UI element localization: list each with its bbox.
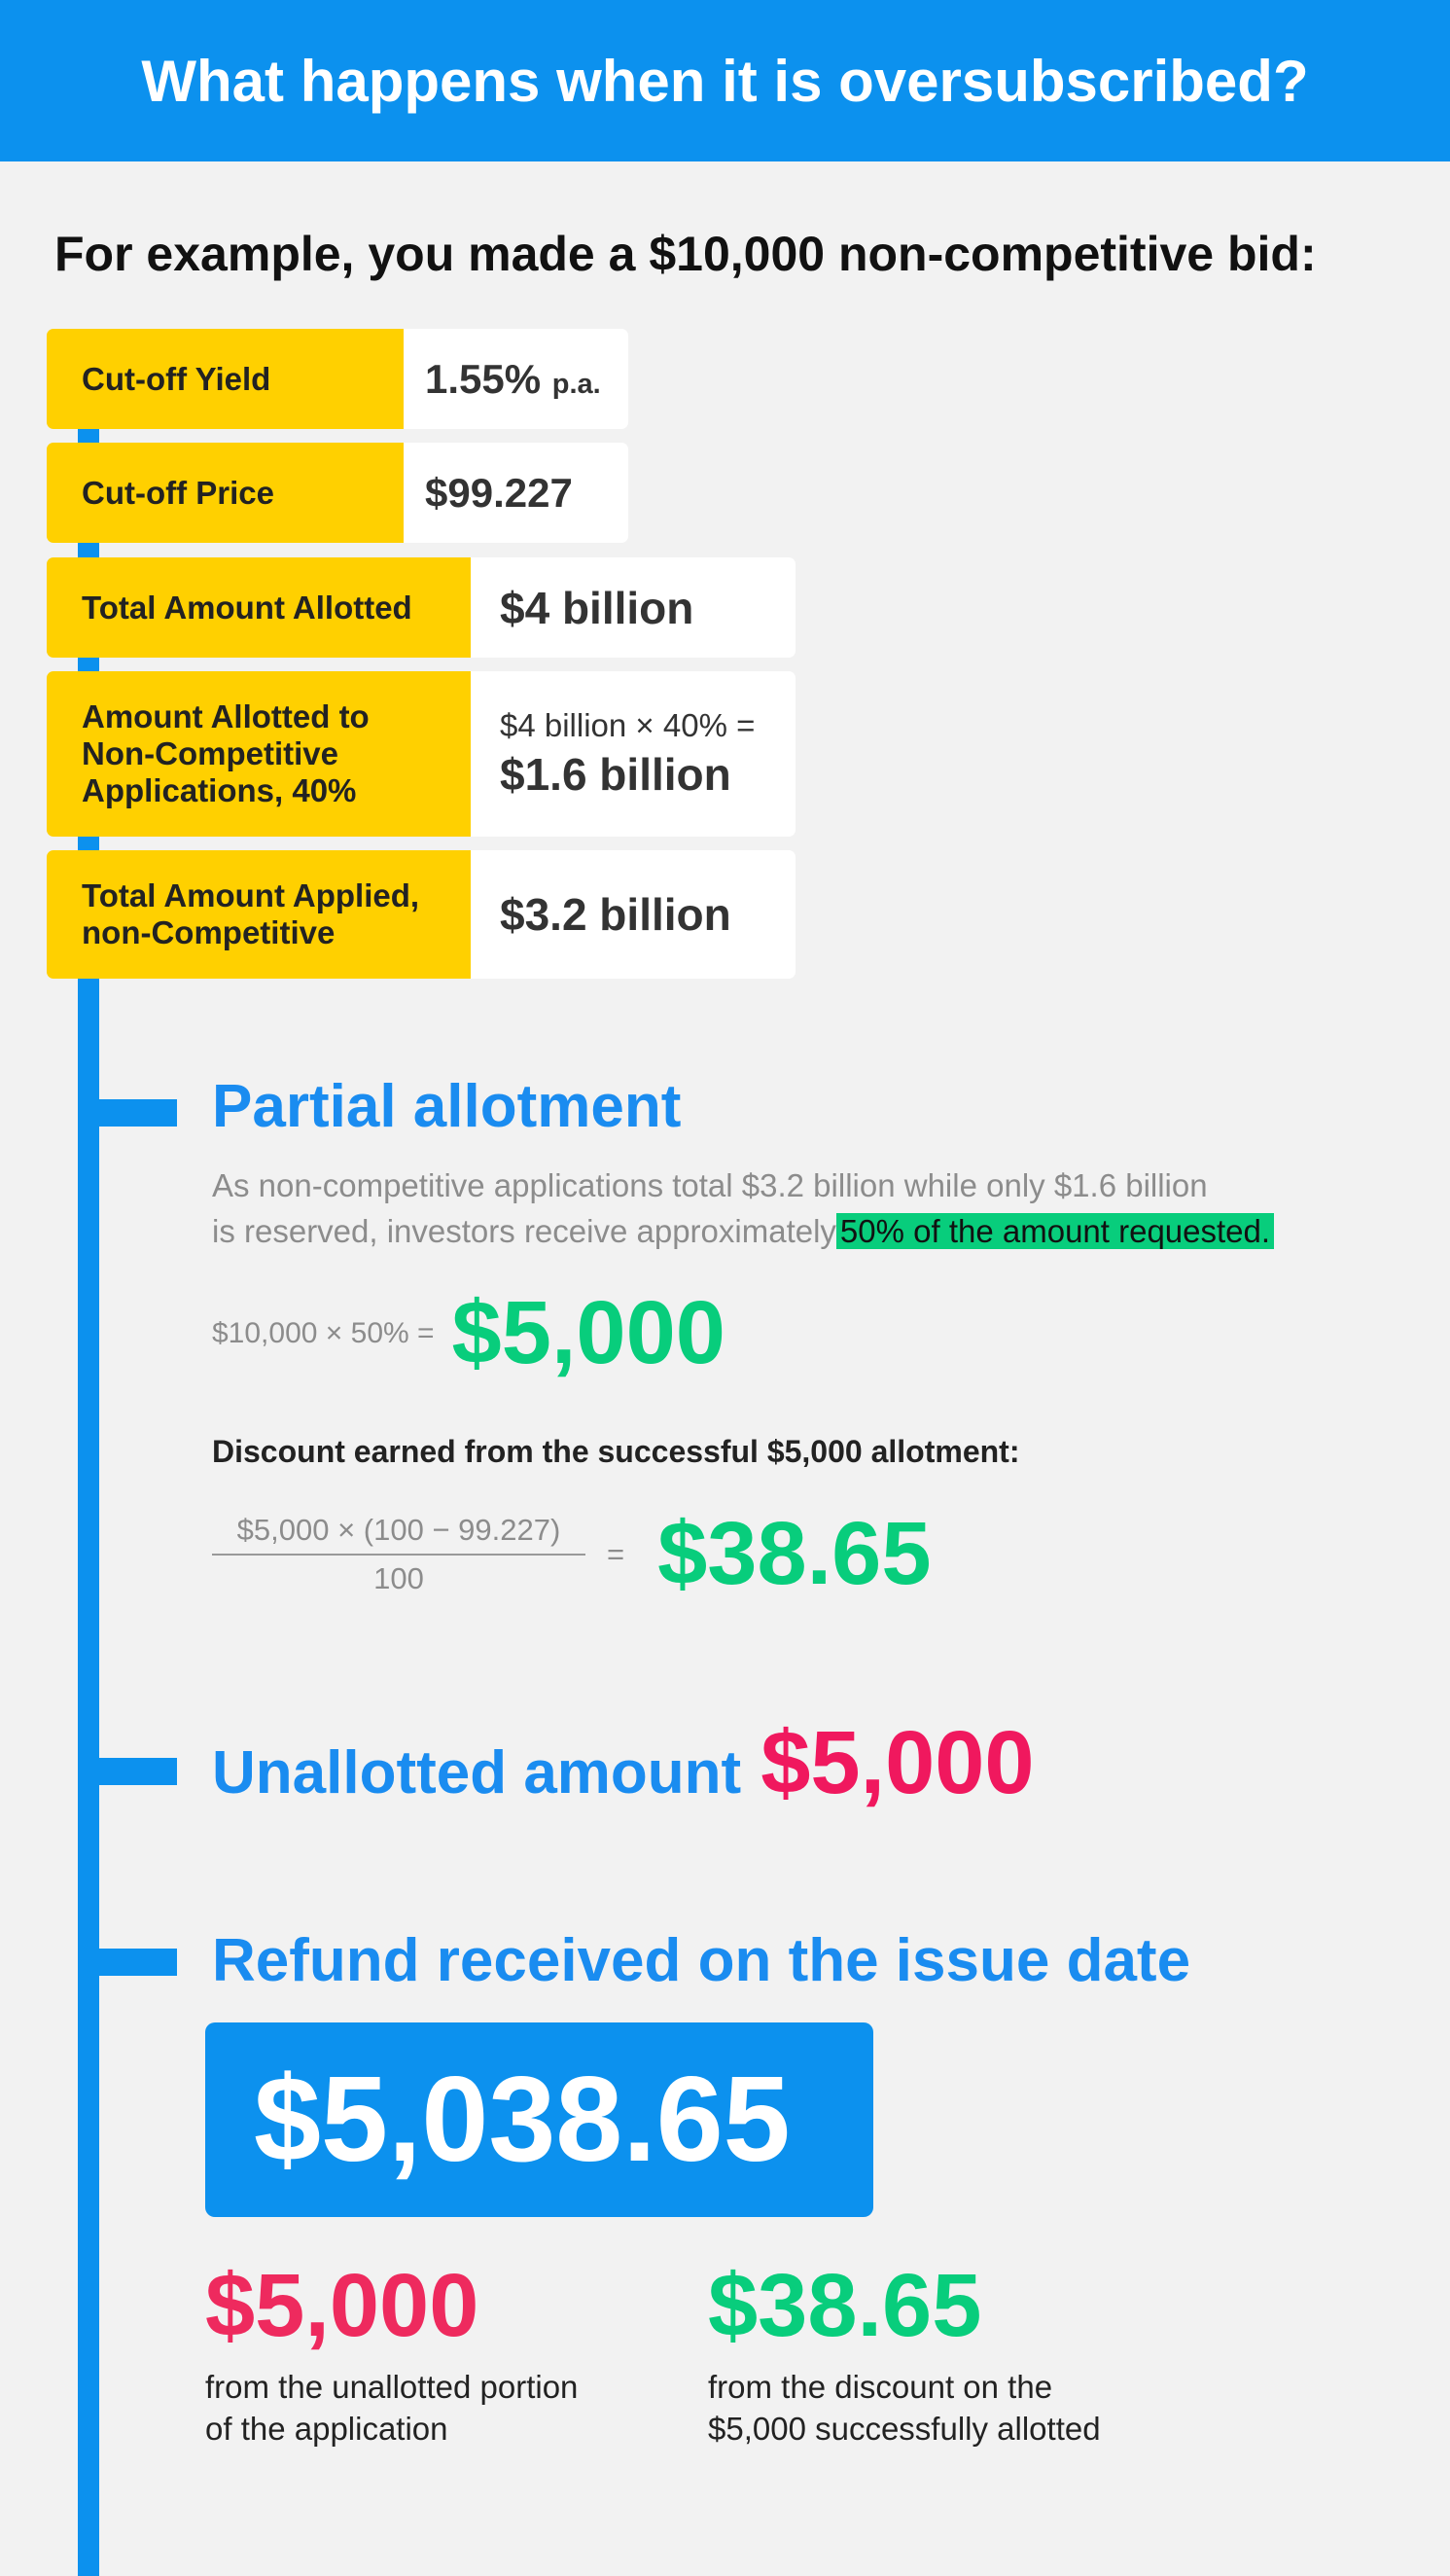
page-title: What happens when it is oversubscribed?	[141, 48, 1309, 114]
cutoff-yield-value: 1.55%	[425, 355, 542, 402]
fraction-equals: =	[607, 1536, 625, 1571]
refund-total: $5,038.65	[254, 2053, 791, 2187]
discount-title: Discount earned from the successful $5,000 allotment:	[212, 1434, 1020, 1469]
row-value	[471, 671, 796, 837]
row-total-applied	[47, 850, 796, 979]
fraction-numerator: $5,000 × (100 − 99.227)	[212, 1513, 585, 1556]
refund-part-desc-line: from the unallotted portion	[205, 2369, 579, 2405]
description-line	[212, 1208, 1274, 1254]
partial-allotment-description	[212, 1163, 1274, 1254]
timeline-marker	[97, 1099, 177, 1127]
unallotted-value: $5,000	[760, 1713, 1035, 1812]
refund-part-desc	[205, 2366, 578, 2450]
refund-part-discount	[708, 2257, 1101, 2450]
description-line: As non-competitive applications total $3.2 billion while only $1.6 billion	[212, 1167, 1208, 1203]
cutoff-yield-suffix: p.a.	[551, 368, 601, 400]
timeline-marker	[97, 1949, 177, 1976]
refund-part-desc-line: from the discount on the	[708, 2369, 1053, 2405]
calc-formula: $10,000 × 50% =	[212, 1316, 435, 1349]
row-total-allotted	[47, 557, 796, 658]
partial-allotment-heading: Partial allotment	[212, 1073, 682, 1140]
row-formula: $4 billion × 40% =	[500, 707, 756, 743]
refund-part-desc	[708, 2366, 1101, 2450]
refund-part-desc-line: of the application	[205, 2411, 448, 2447]
row-label: Total Amount Allotted	[47, 557, 471, 658]
refund-total-box	[205, 2022, 873, 2217]
row-cutoff-yield	[47, 329, 628, 429]
calc-result: $5,000	[451, 1283, 725, 1382]
row-label: Total Amount Applied, non-Competitive	[47, 850, 471, 979]
fraction	[212, 1513, 585, 1596]
discount-calculation	[212, 1503, 932, 1605]
row-label: Amount Allotted to Non-Competitive Applications, 40%	[47, 671, 471, 837]
unallotted-section	[212, 1712, 1035, 1814]
row-label: Cut-off Price	[47, 443, 404, 543]
timeline-marker	[97, 1758, 177, 1785]
row-value: $4 billion	[471, 557, 796, 658]
refund-part-desc-line: $5,000 successfully allotted	[708, 2411, 1101, 2447]
header-banner	[0, 0, 1450, 161]
refund-part-amount: $38.65	[708, 2256, 982, 2355]
fraction-denominator: 100	[373, 1560, 424, 1595]
refund-part-amount: $5,000	[205, 2256, 479, 2355]
description-text: is reserved, investors receive approximately	[212, 1213, 836, 1249]
refund-heading: Refund received on the issue date	[212, 1927, 1191, 1994]
row-label: Cut-off Yield	[47, 329, 404, 429]
row-result: $1.6 billion	[500, 749, 731, 800]
row-non-competitive-allotted	[47, 671, 796, 837]
unallotted-heading: Unallotted amount	[212, 1739, 742, 1807]
discount-result: $38.65	[657, 1504, 932, 1603]
refund-part-unallotted	[205, 2257, 578, 2450]
description-highlight: 50% of the amount requested.	[836, 1213, 1274, 1249]
row-value: $3.2 billion	[471, 850, 796, 979]
intro-text: For example, you made a $10,000 non-competitive bid:	[54, 227, 1317, 281]
row-value: $99.227	[404, 443, 628, 543]
allotment-calculation	[212, 1282, 725, 1384]
row-value	[404, 329, 628, 429]
row-cutoff-price	[47, 443, 628, 543]
